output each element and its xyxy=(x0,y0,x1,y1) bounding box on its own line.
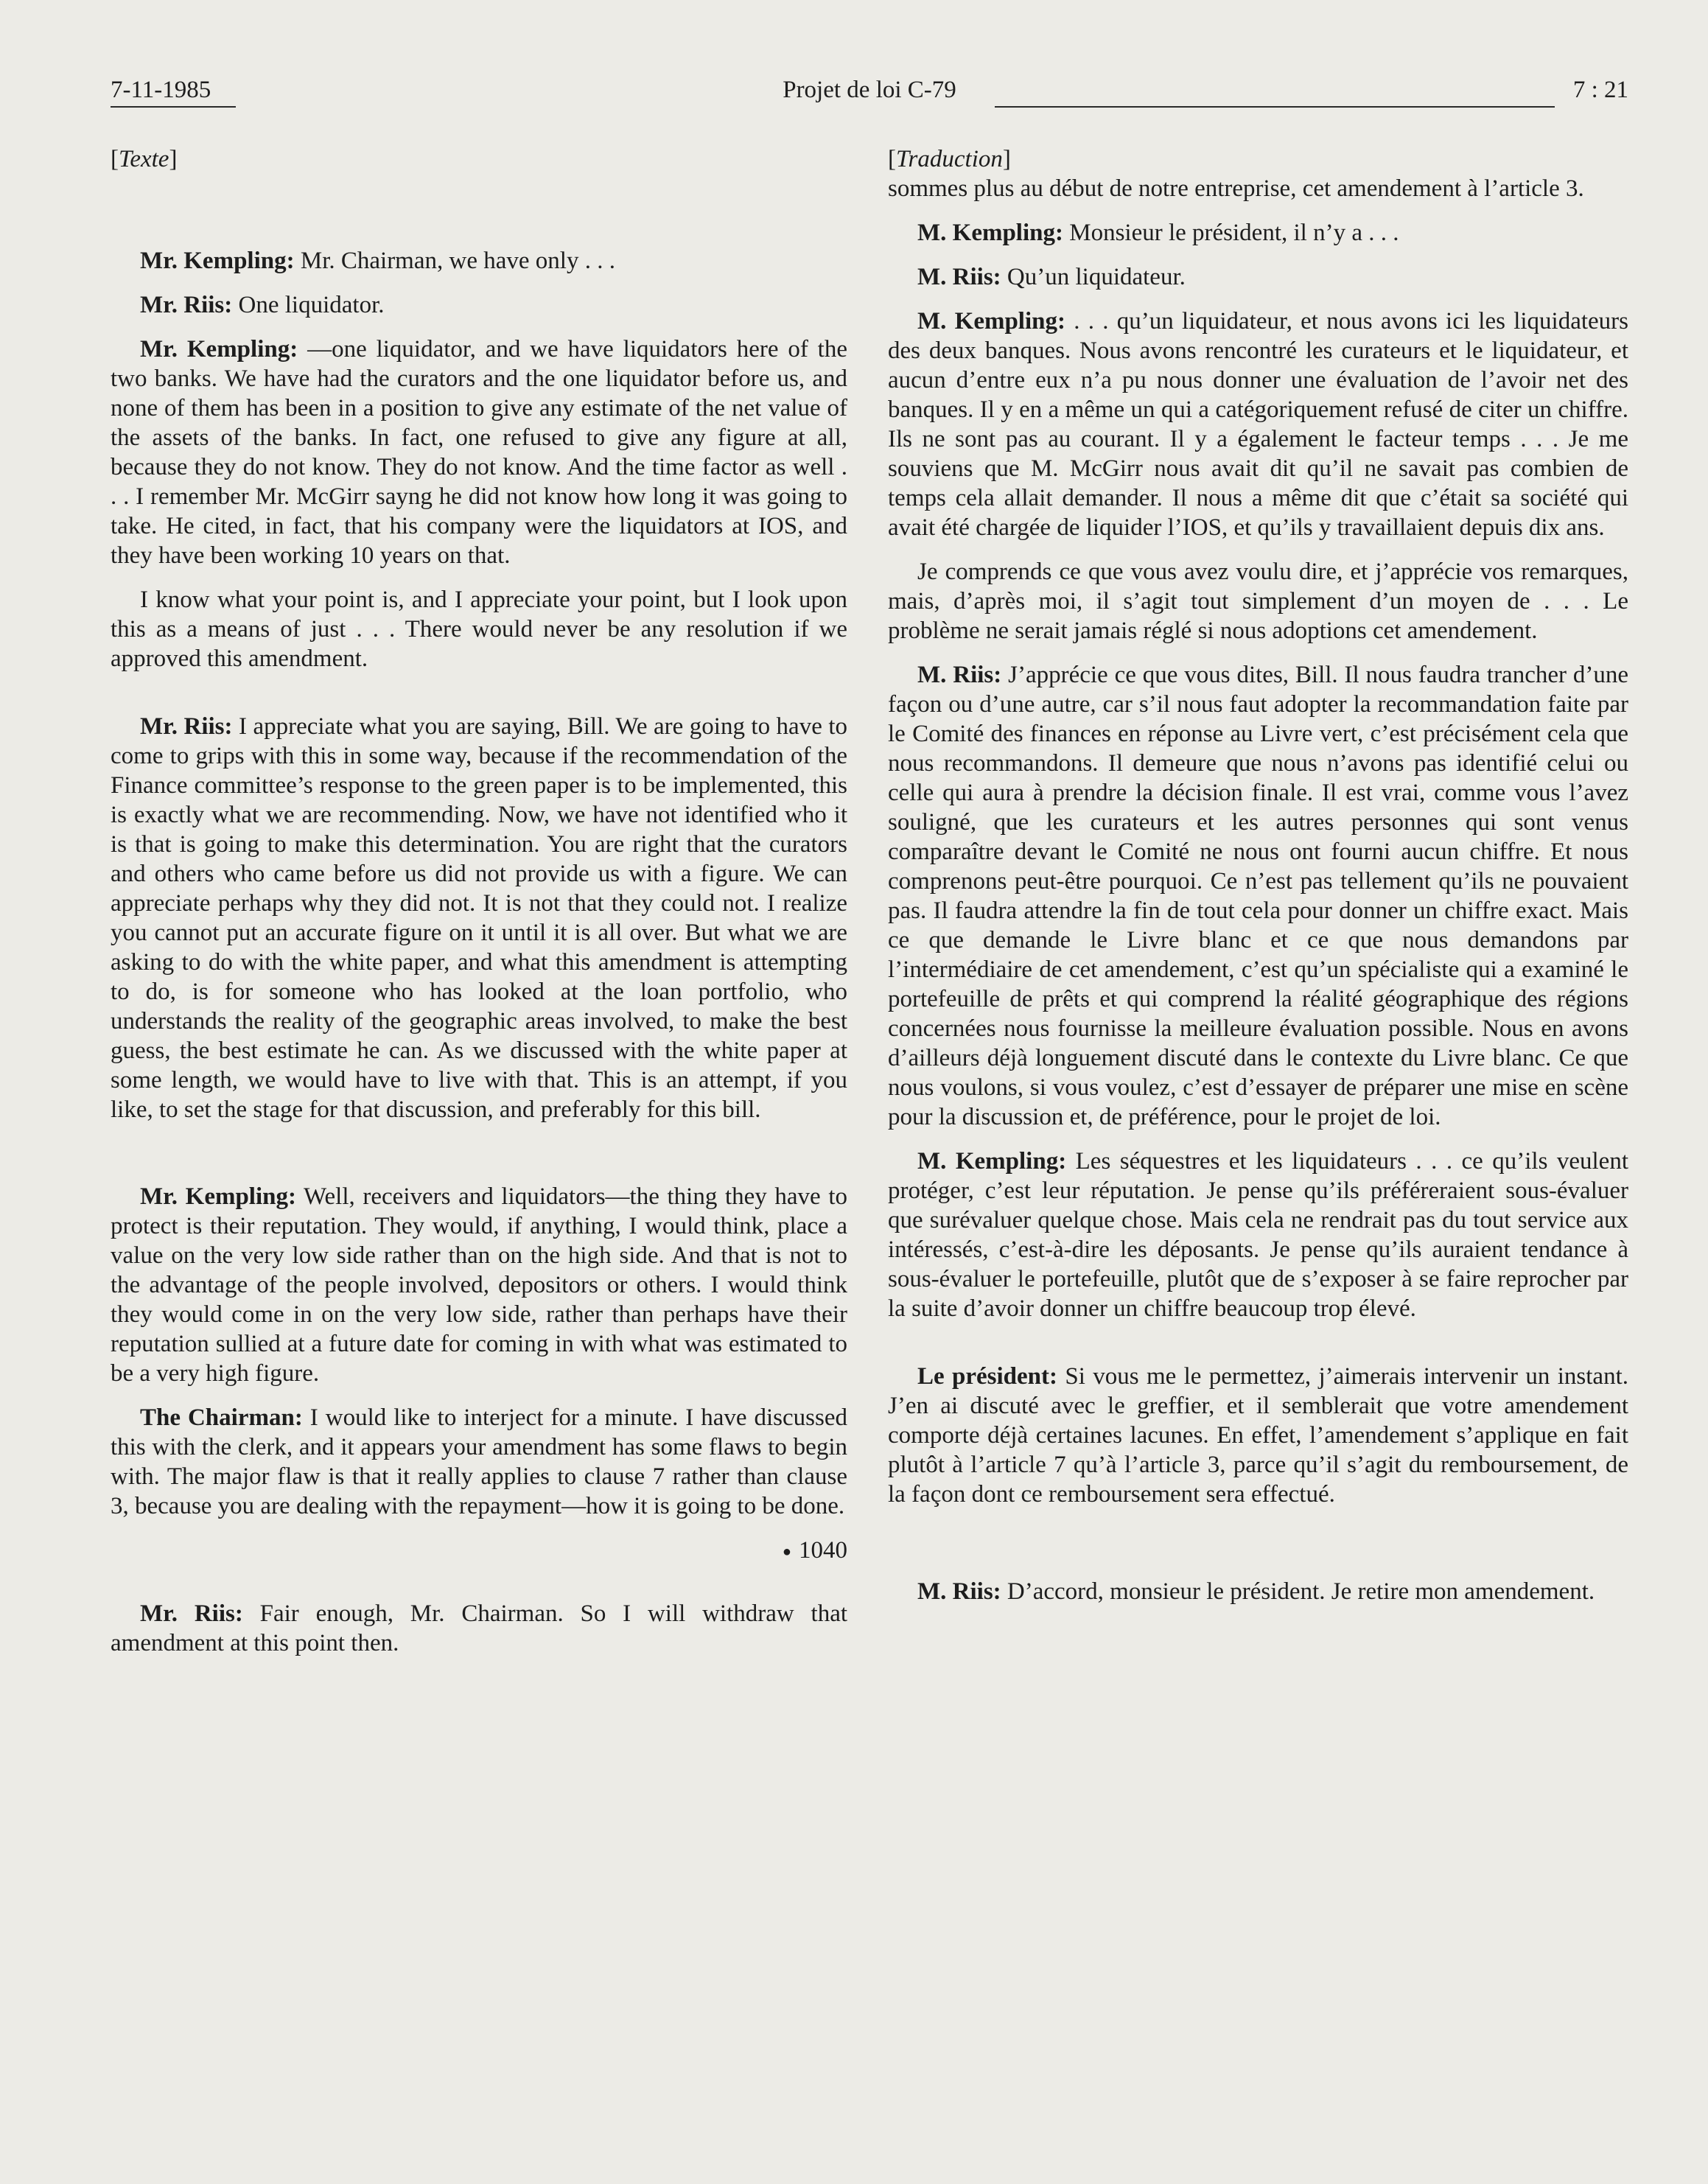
header-rule-left xyxy=(111,106,236,108)
speech-text: I appreciate what you are saying, Bill. We are going to have to come to grips with this in some way, because if the recommendation of the Finance committee’s response to the green paper is to be implemented, this is exactly what we are recommending. Now, we have not identified who it is that is going to make this determination. You are right that the curators and others who came before us did not provide us with a figure. We can appreciate perhaps why they did not. It is not that they could not. I realize you cannot put an accurate figure on it until it is all over. But what we are asking to do with the white paper, and what this amendment is attempting to do, is for someone who has looked at the loan portfolio, who understands the reality of the geographic areas involved, to make the best guess, the best estimate he can. As we discussed with the white paper at some length, we would have to live with that. This is an attempt, if you like, to set the stage for that discussion, and preferably for this bill. xyxy=(111,713,848,1123)
header-page-number: 7 : 21 xyxy=(1572,77,1628,103)
speech-text: Mr. Chairman, we have only . . . xyxy=(294,248,615,274)
speech-text: I would like to interject for a minute. I have discussed this with the clerk, and it appears your amendment has some flaws to begin with. The major flaw is that it really applies to clause 7 rather than clause 3, because you are dealing with the repayment—how it is going to be done. xyxy=(111,1404,848,1519)
speaker-name: Mr. Kempling: xyxy=(140,1183,296,1210)
paragraph xyxy=(111,1403,847,1521)
speech-text: One liquidator. xyxy=(232,292,385,318)
speaker-name: Le président: xyxy=(917,1363,1058,1390)
paragraph xyxy=(111,335,847,570)
speech-text: Je comprends ce que vous avez voulu dire, et j’apprécie vos remarques, mais, d’après moi, il s’agit tout simplement d’un moyen de . . . Le problème ne serait jamais réglé si nous adoptions cet amendement. xyxy=(888,559,1628,644)
paragraph xyxy=(111,1182,847,1388)
speech-text: —one liquidator, and we have liquidators here of the two banks. We have had the curators and the one liquidator before us, and none of them has been in a position to give any estimate of the net value of the assets of the banks. In fact, one refused to give any figure at all, because they do not know. They do not know. And the time factor as well . . . I remember Mr. McGirr sayng he did not know how long it was going to take. He cited, in fact, that his company were the liquidators at IOS, and they have been working 10 years on that. xyxy=(111,336,847,569)
speaker-name: Mr. Kempling: xyxy=(140,248,295,274)
english-column xyxy=(111,144,847,1673)
speech-text: I know what your point is, and I appreciate your point, but I look upon this as a means of just . . . There would never be any resolution if we approved this amendment. xyxy=(111,587,847,672)
speaker-name: Mr. Riis: xyxy=(140,713,233,740)
continuation-text: sommes plus au début de notre entreprise, cet amendement à l’article 3. xyxy=(888,175,1584,202)
speaker-name: M. Riis: xyxy=(917,264,1001,290)
timestamp: ● 1040 xyxy=(782,1537,847,1564)
speech-text: . . . qu’un liquidateur, et nous avons ici les liquidateurs des deux banques. Nous avons rencontré les curateurs et le liquidateur, et aucun d’entre eux n’a pu nous donner une évaluation de l’avoir net des banques. Il y en a même un qui a catégoriquement refusé de citer un chiffre. Ils ne sont pas au courant. Il y a également le facteur temps . . . Je me souviens que M. McGirr nous avait dit qu’il ne savait pas combien de temps cela allait demander. Il nous a même dit que c’était sa société qui avait été chargée de liquider l’IOS, et qu’ils y travaillaient depuis dix ans. xyxy=(888,308,1629,541)
speaker-name: M. Kempling: xyxy=(917,220,1063,246)
paragraph xyxy=(888,1362,1628,1509)
paragraph xyxy=(888,1147,1628,1323)
speech-text: D’accord, monsieur le président. Je retire mon amendement. xyxy=(1001,1578,1595,1605)
speaker-name: M. Riis: xyxy=(917,1578,1001,1605)
speaker-name: Mr. Riis: xyxy=(140,1600,243,1628)
paragraph xyxy=(888,557,1628,645)
paragraph xyxy=(111,246,847,276)
header-rule-right xyxy=(995,106,1555,108)
header-title: Projet de loi C-79 xyxy=(783,77,956,103)
column-label-traduction: [Traduction] xyxy=(888,146,1011,172)
paragraph xyxy=(888,307,1628,542)
paragraph xyxy=(111,290,847,320)
paragraph xyxy=(888,218,1628,248)
speech-text: Well, receivers and liquidators—the thing they have to protect is their reputation. They would, if anything, I would think, place a value on the very low side rather than on the high side. And that is not to the advantage of the people involved, depositors or others. I would think they would come in on the very low side, rather than perhaps have their reputation sullied at a future date for coming in with what was estimated to be a very high figure. xyxy=(111,1183,847,1387)
paragraph xyxy=(888,262,1628,292)
header-date: 7-11-1985 xyxy=(111,77,211,103)
speaker-name: M. Kempling: xyxy=(917,308,1065,335)
bullet-icon: ● xyxy=(782,1544,791,1561)
speech-text: Si vous me le permettez, j’aimerais intervenir un instant. J’en ai discuté avec le greffier, et il semblerait que votre amendement comporte déjà certaines lacunes. En effet, l’amendement s’applique en fait plutôt à l’article 7 qu’à l’article 3, parce qu’il s’agit du remboursement, de la façon dont ce remboursement sera effectué. xyxy=(888,1363,1628,1508)
paragraph xyxy=(888,1577,1628,1606)
paragraph xyxy=(111,712,847,1124)
speech-text: Les séquestres et les liquidateurs . . . ce qu’ils veulent protéger, c’est leur réputation. Je pense qu’ils préféreraient sous-évaluer que surévaluer quelque chose. Mais cela ne rendrait pas du tout service aux intéressés, c’est-à-dire les déposants. Je pense qu’ils auraient tendance à sous-évaluer le portefeuille, plutôt que de s’exposer à se faire reprocher par la suite d’avoir donner un chiffre beaucoup trop élevé. xyxy=(888,1148,1629,1322)
speech-text: Qu’un liquidateur. xyxy=(1001,264,1186,290)
speaker-name: M. Riis: xyxy=(917,662,1002,688)
speech-text: J’apprécie ce que vous dites, Bill. Il nous faudra trancher d’une façon ou d’une autre, car s’il nous faut adopter la recommandation faite par le Comité des finances en réponse au Livre vert, c’est précisément cela que nous recommandons. Il demeure que nous n’avons pas identifié celui ou celle qui aura à prendre la décision finale. Il est vrai, comme vous l’avez souligné, que les curateurs et les autres personnes qui sont venus comparaître devant le Comité ne nous ont fourni aucun chiffre. Et nous comprenons peut-être pourquoi. Ce n’est pas tellement qu’ils ne pouvaient pas. Il faudra attendre la fin de tout cela pour donner un chiffre exact. Mais ce que demande le Livre blanc et ce que nous demandons par l’intermédiaire de cet amendement, c’est qu’un spécialiste qui a examiné le portefeuille de prêts et qui comprend la réalité géographique des régions concernées nous fournisse la meilleure évaluation possible. Nous en avons d’ailleurs déjà longuement discuté dans le contexte du Livre blanc. Ce que nous voulons, si vous voulez, c’est d’essayer de préparer une mise en scène pour la discussion et, de préférence, pour le projet de loi. xyxy=(888,662,1628,1130)
paragraph xyxy=(111,585,847,673)
column-label-texte: [Texte] xyxy=(111,146,178,172)
paragraph xyxy=(111,1599,847,1658)
speech-text: Monsieur le président, il n’y a . . . xyxy=(1063,220,1399,246)
speech-text: Fair enough, Mr. Chairman. So I will withdraw that amendment at this point then. xyxy=(111,1600,848,1657)
speaker-name: M. Kempling: xyxy=(917,1148,1067,1175)
speaker-name: Mr. Riis: xyxy=(140,292,233,318)
speaker-name: Mr. Kempling: xyxy=(140,336,298,363)
speaker-name: The Chairman: xyxy=(140,1404,303,1431)
french-column xyxy=(888,144,1628,1621)
paragraph xyxy=(888,660,1628,1132)
